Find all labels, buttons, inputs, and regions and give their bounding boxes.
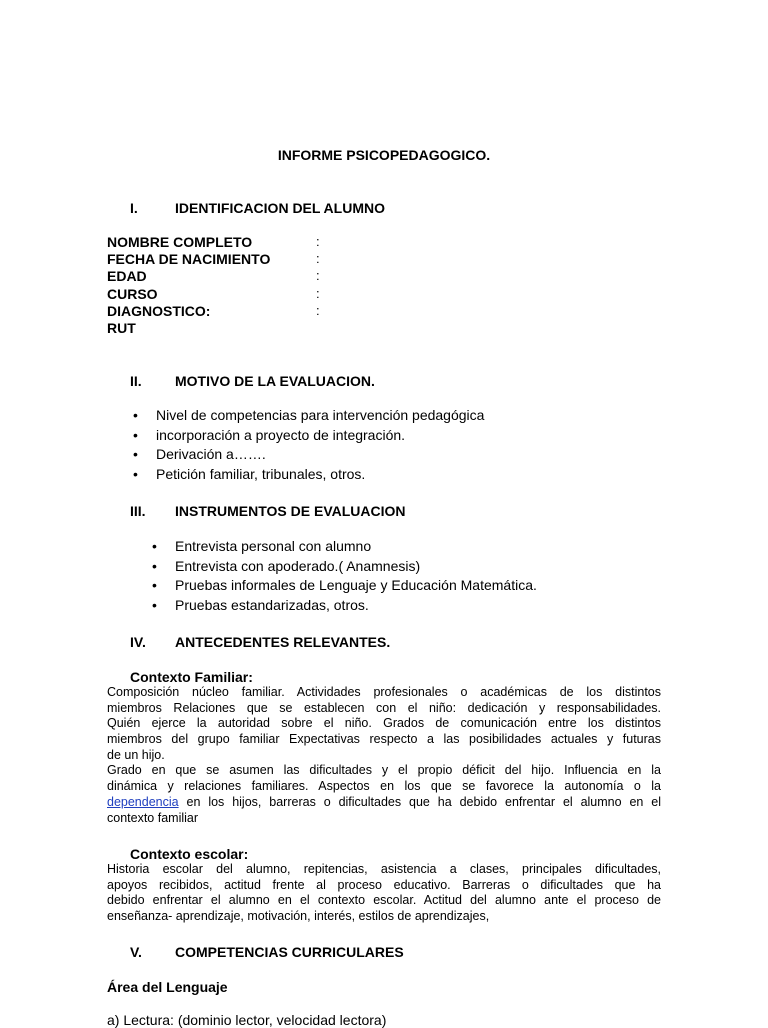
paragraph-line: Quién ejerce la autoridad sobre el niño. Grados de comunicación entre los distintos <box>107 716 661 731</box>
contexto-familiar-paragraph <box>107 685 661 826</box>
field-colon-fecha: : <box>316 251 320 266</box>
list-item: • Entrevista con apoderado.( Anamnesis) <box>175 557 537 577</box>
paragraph-line <box>107 795 661 811</box>
paragraph-line: Composición núcleo familiar. Actividades profesionales o académicas de los distintos <box>107 685 661 699</box>
paragraph-line: enseñanza- aprendizaje, motivación, interés, estilos de aprendizajes, <box>107 909 490 924</box>
field-label-nombre: NOMBRE COMPLETO <box>107 234 253 250</box>
section-3-title: INSTRUMENTOS DE EVALUACION <box>175 503 406 519</box>
contexto-escolar-paragraph <box>107 862 661 925</box>
paragraph-line: Historia escolar del alumno, repitencias, asistencia a clases, principales dificultades, <box>107 862 661 876</box>
paragraph-line: miembros del grupo familiar Expectativas respecto a las posibilidades actuales y futuras <box>107 732 661 747</box>
list-item: • Pruebas informales de Lenguaje y Educación Matemática. <box>175 576 537 596</box>
section-5-number: V. <box>130 944 142 960</box>
field-label-rut: RUT <box>107 320 136 336</box>
paragraph-line: miembros Relaciones que se establecen con el niño: dedicación y responsabilidades. <box>107 700 661 715</box>
lectura-item: a) Lectura: (dominio lector, velocidad lectora) <box>107 1012 387 1028</box>
list-item: • Nivel de competencias para intervención pedagógica <box>156 406 484 426</box>
contexto-familiar-heading: Contexto Familiar: <box>130 669 253 685</box>
section-4-number: IV. <box>130 634 146 650</box>
field-colon-curso: : <box>316 286 320 301</box>
section-4-title: ANTECEDENTES RELEVANTES. <box>175 634 391 650</box>
field-colon-diagnostico: : <box>316 303 320 318</box>
list-item: • Pruebas estandarizadas, otros. <box>175 596 537 616</box>
list-item: • Entrevista personal con alumno <box>175 537 537 557</box>
list-item: • Derivación a……. <box>156 445 484 465</box>
field-label-fecha: FECHA DE NACIMIENTO <box>107 251 271 267</box>
instrumentos-list <box>175 537 537 616</box>
section-1-number: I. <box>130 200 138 216</box>
paragraph-line: debido enfrentar el alumno en el contexto escolar. Actitud del alumno ante el proceso de <box>107 893 661 908</box>
field-label-curso: CURSO <box>107 286 158 302</box>
section-2-number: II. <box>130 373 142 389</box>
paragraph-line: dinámica y relaciones familiares. Aspectos en los que se favorece la autonomía o la <box>107 779 661 794</box>
section-1-title: IDENTIFICACION DEL ALUMNO <box>175 200 385 216</box>
list-item: • incorporación a proyecto de integración. <box>156 426 484 446</box>
field-colon-edad: : <box>316 268 320 283</box>
paragraph-line: contexto familiar <box>107 810 199 825</box>
field-label-edad: EDAD <box>107 268 147 284</box>
paragraph-line: de un hijo. <box>107 747 165 762</box>
dependencia-link[interactable]: dependencia <box>107 794 179 809</box>
section-3-number: III. <box>130 503 146 519</box>
paragraph-line: apoyos recibidos, actitud frente al proceso educativo. Barreras o dificultades que ha <box>107 877 661 892</box>
document-title: INFORME PSICOPEDAGOGICO. <box>277 147 491 163</box>
motivo-list <box>156 406 484 485</box>
list-item: • Petición familiar, tribunales, otros. <box>156 465 484 485</box>
section-2-title: MOTIVO DE LA EVALUACION. <box>175 373 375 389</box>
section-5-title: COMPETENCIAS CURRICULARES <box>175 944 404 960</box>
area-lenguaje-heading: Área del Lenguaje <box>107 979 228 995</box>
paragraph-line: Grado en que se asumen las dificultades y el propio déficit del hijo. Influencia en la <box>107 763 661 778</box>
paragraph-text: en los hijos, barreras o dificultades que ha debido enfrentar el alumno en el <box>178 794 661 809</box>
contexto-escolar-heading: Contexto escolar: <box>130 846 249 862</box>
field-colon-nombre: : <box>316 234 320 249</box>
field-label-diagnostico: DIAGNOSTICO: <box>107 303 211 319</box>
